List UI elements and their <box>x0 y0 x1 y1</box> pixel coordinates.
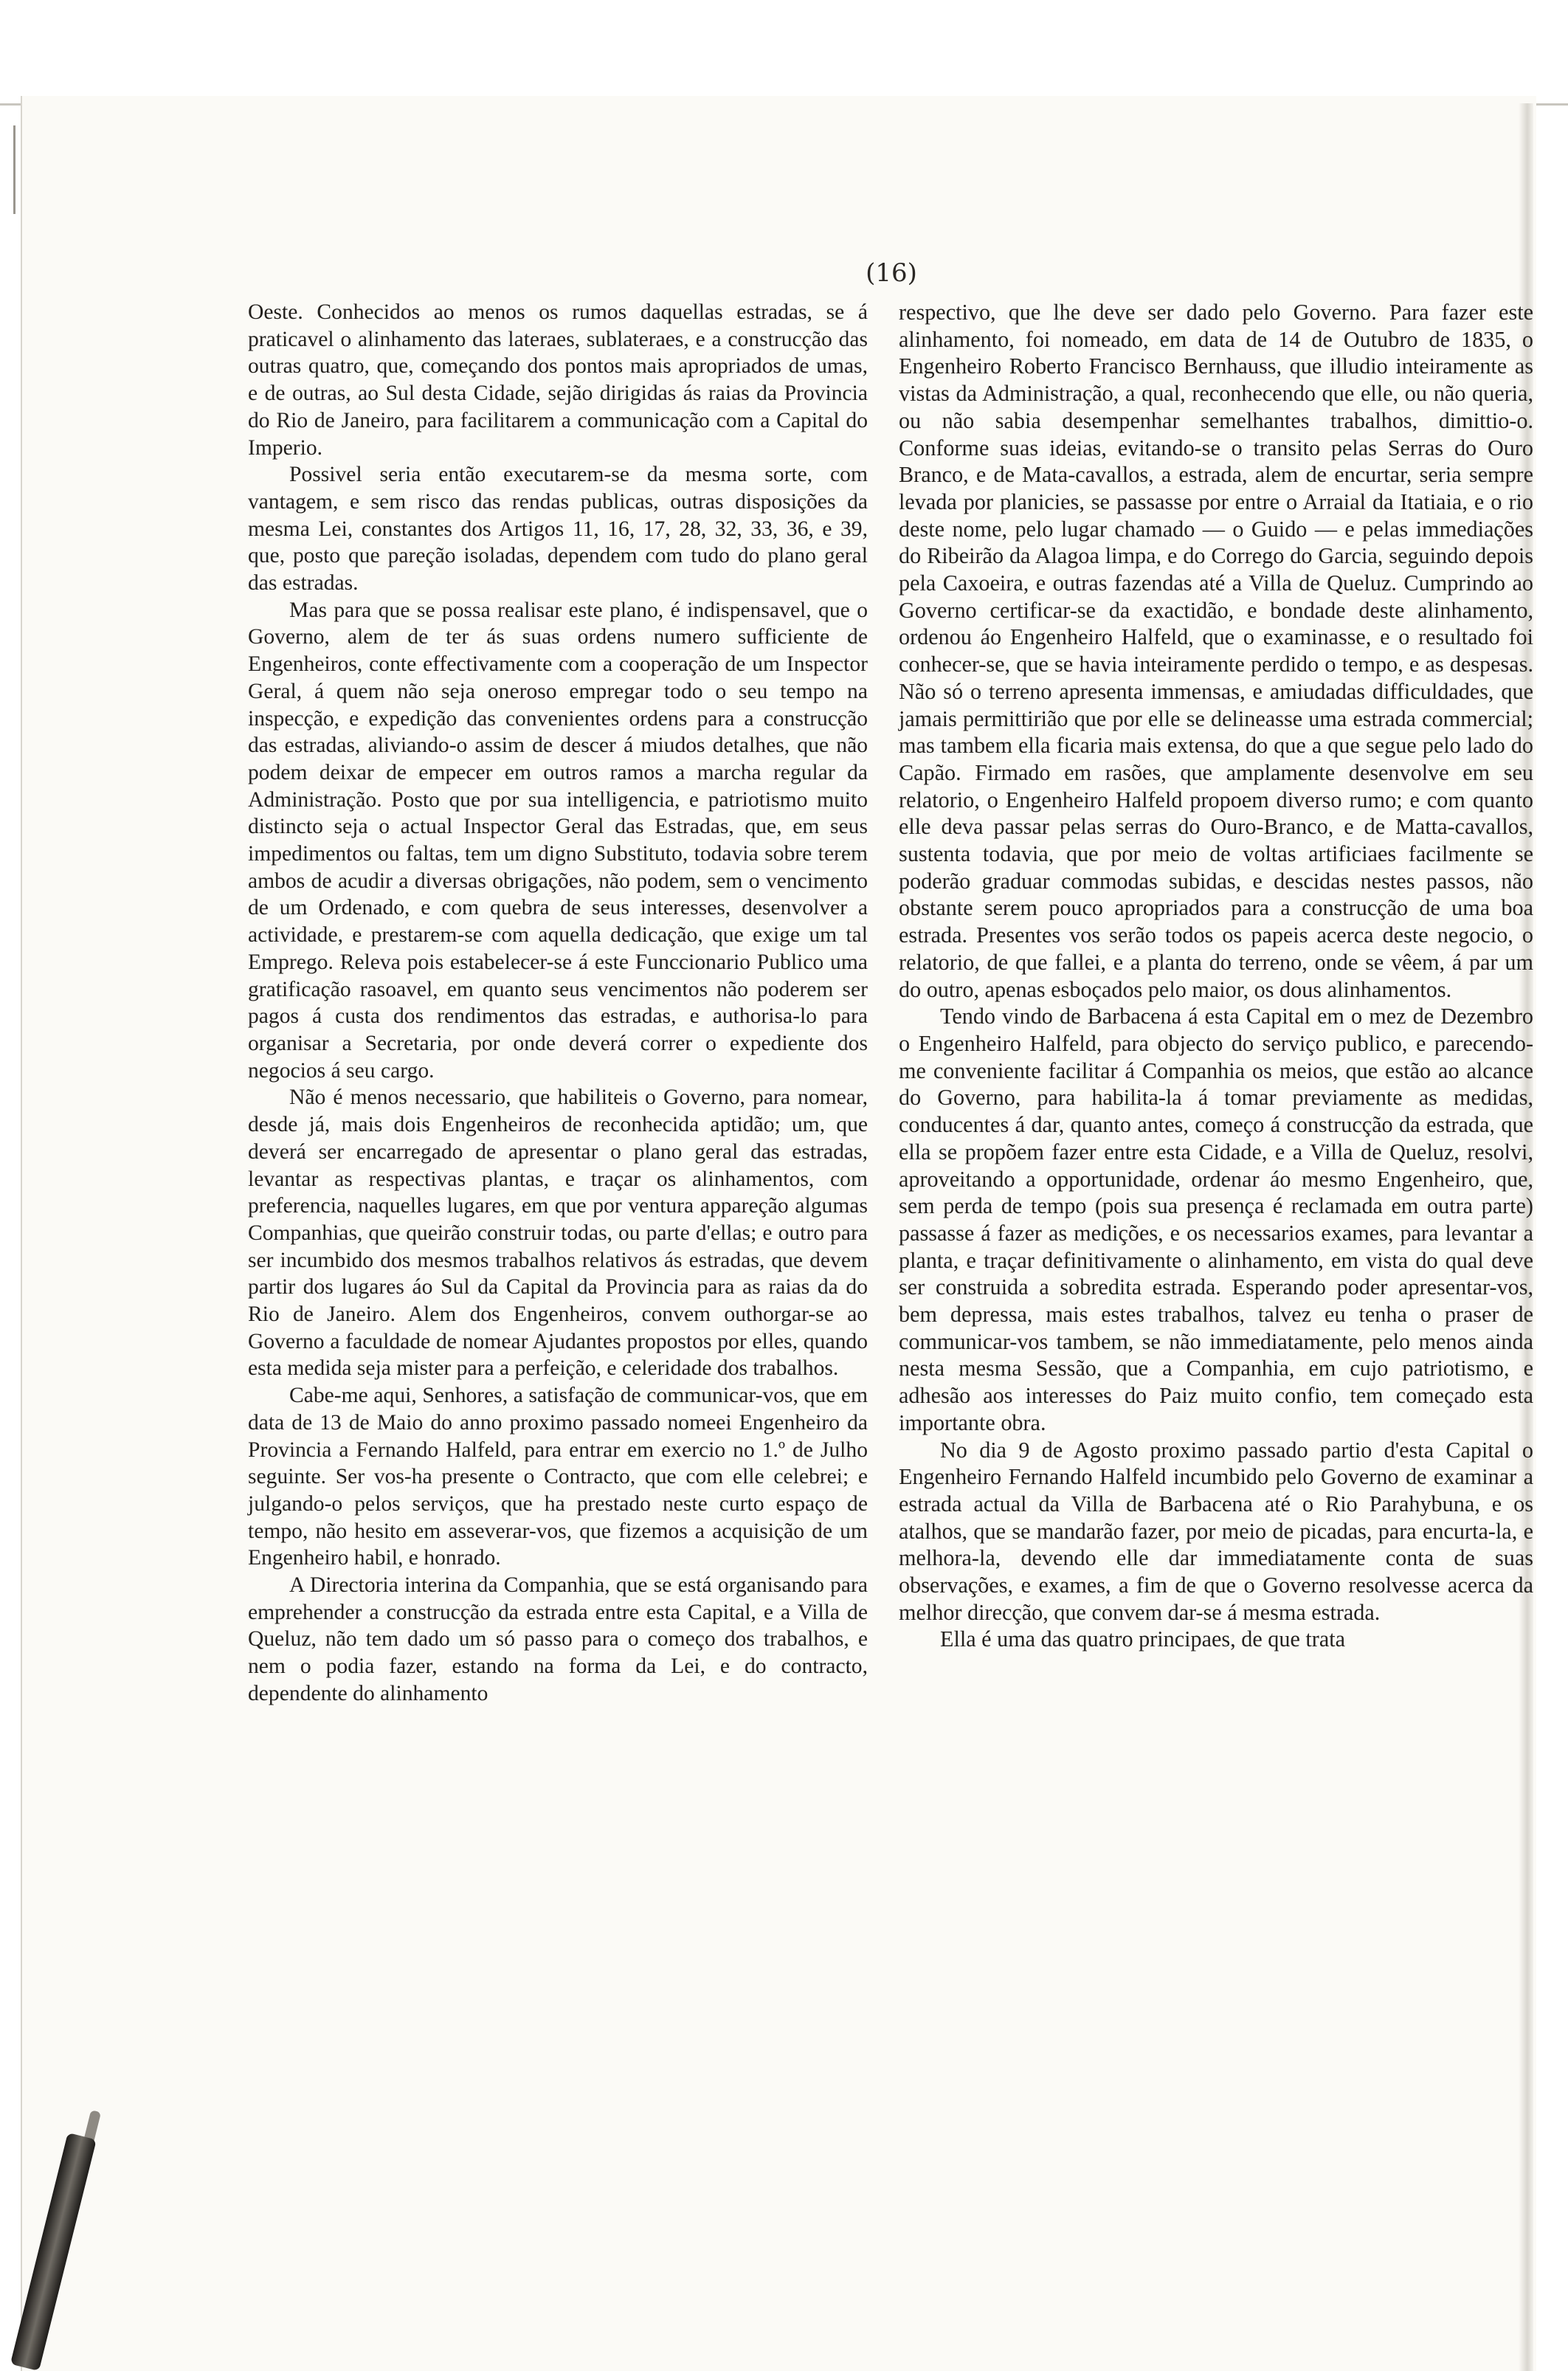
paragraph: Cabe-me aqui, Senhores, a satisfação de communicar-vos, que em data de 13 de Maio do anno proximo passado nomeei Engenheiro da Provincia a Fernando Halfeld, para entrar em exercio no 1.º de Julho seguinte. Ser vos-ha presente o Contracto, que com elle celebrei; e julgando-o pelos serviços, que ha prestado neste curto espaço de tempo, não hesito em asseverar-vos, que fizemos a acquisição de um Engenheiro habil, e honrado. <box>248 1384 868 1570</box>
margin-mark <box>13 125 15 214</box>
paragraph: Mas para que se possa realisar este plano, é indispensavel, que o Governo, alem de ter ás suas ordens numero sufficiente de Engenheiros, conte effectivamente com a cooperação de um Inspector Geral, á quem não seja oneroso empregar todo o seu tempo na inspecção, e expedição das convenientes ordens para a construcção das estradas, aliviando-o assim de descer á miudos detalhes, que não podem deixar de empecer em outros ramos a marcha regular da Administração. Posto que por sua intelligencia, e patriotismo muito distincto seja o actual Inspector Geral das Estradas, que, em seus impedimentos ou faltas, tem um digno Substituto, todavia sobre terem ambos de acudir a diversas obrigações, não podem, sem o vencimento de um Ordenado, e com quebra de seus interesses, desenvolver a actividade, e prestarem-se com aquella dedicação, que exige um tal Emprego. Releva pois estabelecer-se á este Funccionario Publico uma gratificação rasoavel, em quanto seus vencimentos não poderem ser pagos á custa dos rendimentos das estradas, e authorisa-lo para organisar a Secretaria, por onde deverá correr o expediente dos negocios á seu cargo. <box>248 598 868 1083</box>
paragraph: Possivel seria então executarem-se da mesma sorte, com vantagem, e sem risco das rendas publicas, outras disposições da mesma Lei, constantes dos Artigos 11, 16, 17, 28, 32, 33, 36, e 39, que, posto que pareção isoladas, dependem com tudo do plano geral das estradas. <box>248 463 868 596</box>
paragraph: Tendo vindo de Barbacena á esta Capital em o mez de Dezembro o Engenheiro Halfeld, para objecto do serviço publico, e parecendo-me conveniente facilitar á Companhia os meios, que estão ao alcance do Governo, para habilita-la á tomar previamente as medidas, conducentes á dar, quanto antes, começo á construcção da estrada, que ella se propõem fazer entre esta Cidade, e a Villa de Queluz, resolvi, aproveitando a opportunidade, ordenar áo mesmo Engenheiro, que, sem perda de tempo (pois sua presença é reclamada em outra parte) passasse á fazer as medições, e os necessarios exames, para levantar a planta, e traçar definitivamente o alinhamento, em vista do qual deve ser construida a sobredita estrada. Esperando poder apresentar-vos, bem depressa, mais estes trabalhos, talvez eu tenha o praser de communicar-vos tambem, se não immediatamente, pelo menos ainda nesta mesma Sessão, que a Companhia, em cujo patriotismo, e adhesão aos interesses do Paiz muito confio, tem começado esta importante obra. <box>899 1004 1533 1435</box>
right-text-column <box>899 299 1533 1653</box>
paragraph: No dia 9 de Agosto proximo passado partio d'esta Capital o Engenheiro Fernando Halfeld incumbido pelo Governo de examinar a estrada actual da Villa de Barbacena até o Rio Parahybuna, e os atalhos, que se mandarão fazer, por meio de picadas, para encurta-la, e melhora-la, devendo elle dar immediatamente conta de suas observações, e exames, a fim de que o Governo resolvesse acerca da melhor direcção, que convem dar-se á mesma estrada. <box>899 1437 1533 1625</box>
paragraph: Oeste. Conhecidos ao menos os rumos daquellas estradas, se á praticavel o alinhamento das lateraes, sublateraes, e a construcção das outras quatro, que, começando dos pontos mais apropriados de umas, e de outras, ao Sul desta Cidade, sejão dirigidas ás raias da Provincia do Rio de Janeiro, para facilitarem a communicação com a Capital do Imperio. <box>248 300 868 460</box>
paragraph: A Directoria interina da Companhia, que se está organisando para emprehender a construcção da estrada entre esta Capital, e a Villa de Queluz, não tem dado um só passo para o começo dos trabalhos, e nem o podia fazer, estando na forma da Lei, e do contracto, dependente do alinhamento <box>248 1573 868 1705</box>
paragraph: Não é menos necessario, que habiliteis o Governo, para nomear, desde já, mais dois Engenheiros de reconhecida aptidão; um, que deverá ser encarregado de apresentar o plano geral das estradas, levantar as respectivas plantas, e traçar os alinhamentos, com preferencia, naquelles lugares, em que por ventura appareção algumas Companhias, que queirão construir todas, ou parte d'ellas; e outro para ser incumbido dos mesmos trabalhos relativos ás estradas, que devem partir dos lugares áo Sul da Capital da Provincia para as raias da do Rio de Janeiro. Alem dos Engenheiros, convem outhorgar-se ao Governo a faculdade de nomear Ajudantes propostos por elles, quando esta medida seja mister para a perfeição, e celeridade dos trabalhos. <box>248 1086 868 1381</box>
paragraph: Ella é uma das quatro principaes, de que trata <box>940 1626 1346 1652</box>
page-number: (16) <box>866 258 917 288</box>
left-text-column <box>248 299 868 1708</box>
paragraph: respectivo, que lhe deve ser dado pelo Governo. Para fazer este alinhamento, foi nomeado, em data de 14 de Outubro de 1835, o Engenheiro Roberto Francisco Bernhauss, que illudio inteiramente as vistas da Administração, a qual, reconhecendo que elle, ou não queria, ou não sabia desempenhar semelhantes trabalhos, dimittio-o. Conforme suas ideias, evitando-se o transito pelas Serras do Ouro Branco, e de Mata-cavallos, a estrada, alem de encurtar, seria sempre levada por planicies, se passasse por entre o Arraial da Itatiaia, e o rio deste nome, pelo lugar chamado — o Guido — e pelas immediações do Ribeirão da Alagoa limpa, e do Corrego do Garcia, seguindo depois pela Caxoeira, e outras fazendas até a Villa de Queluz. Cumprindo ao Governo certificar-se da exactidão, e bondade deste alinhamento, ordenou áo Engenheiro Halfeld, que o examinasse, e o resultado foi conhecer-se, que se havia inteiramente perdido o tempo, e as despesas. Não só o terreno apresenta immensas, e amiudadas difficuldades, que jamais permittirião que por elle se delineasse uma estrada commercial; mas tambem ella ficaria mais extensa, do que a que segue pelo lado do Capão. Firmado em rasões, que amplamente desenvolve em seu relatorio, o Engenheiro Halfeld propoem diverso rumo; e com quanto elle deva passar pelas serras do Ouro-Branco, e de Matta-cavallos, sustenta todavia, que por meio de voltas artificiaes facilmente se poderão graduar commodas subidas, e descidas nestes passos, não obstante serem pouco apropriados para a construcção de uma boa estrada. Presentes vos serão todos os papeis acerca deste negocio, o relatorio, de que fallei, e a planta do terreno, onde se vêem, á par um do outro, apenas esboçados pelo maior, os dous alinhamentos. <box>899 300 1533 1002</box>
scanner-top-band <box>0 0 1568 106</box>
